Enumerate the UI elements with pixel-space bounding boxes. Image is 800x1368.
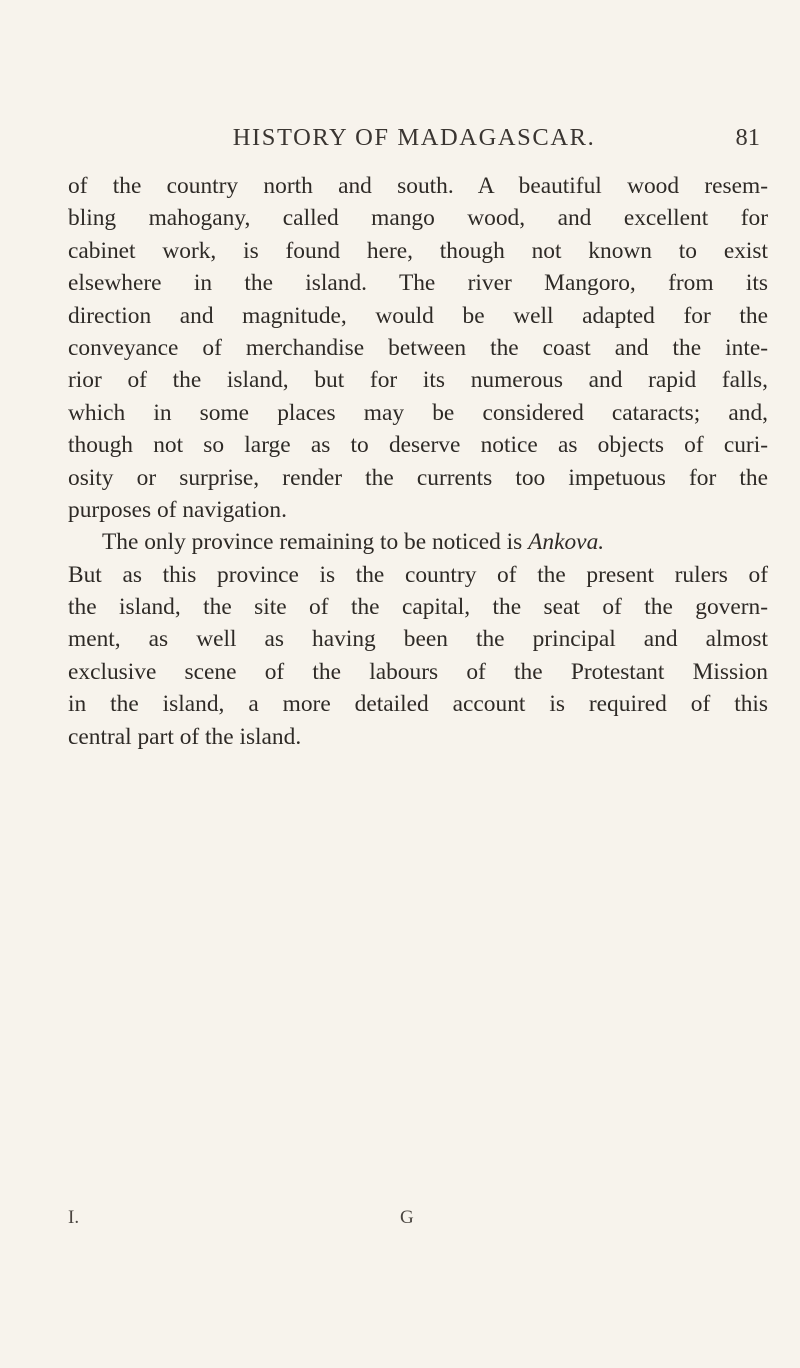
text-line: bling mahogany, called mango wood, and excellent for [68, 205, 768, 232]
text-line: the island, the site of the capital, the seat of the govern- [68, 594, 768, 621]
page-footer [68, 1207, 768, 1237]
text-line: osity or surprise, render the currents too impetuous for the [68, 464, 768, 491]
body-text [68, 170, 768, 753]
text-line: exclusive scene of the labours of the Protestant Mission [68, 658, 768, 685]
text-line: But as this province is the country of the present rulers of [68, 561, 768, 588]
text-line: cabinet work, is found here, though not known to exist [68, 237, 768, 264]
text-line: purposes of navigation. [68, 496, 287, 523]
text-line: conveyance of merchandise between the coast and the inte- [68, 334, 768, 361]
text-line: ment, as well as having been the principal and almost [68, 626, 768, 653]
page-number: 81 [735, 124, 760, 151]
paragraph-start-line [68, 526, 768, 558]
text-line: central part of the island. [68, 723, 302, 750]
text-line: in the island, a more detailed account is required of this [68, 691, 768, 718]
text-span: The only province remaining to be noticed is [102, 529, 529, 556]
text-line: rior of the island, but for its numerous and rapid falls, [68, 367, 768, 394]
running-title: HISTORY OF MADAGASCAR. [232, 124, 596, 151]
text-line: which in some places may be considered cataracts; and, [68, 399, 768, 426]
signature-mark: G [400, 1207, 414, 1228]
text-line: though not so large as to deserve notice as objects of curi- [68, 432, 768, 459]
text-line: elsewhere in the island. The river Mangoro, from its [68, 270, 768, 297]
volume-mark: I. [68, 1207, 80, 1228]
text-line: direction and magnitude, would be well adapted for the [68, 302, 768, 329]
text-line: of the country north and south. A beautiful wood resem- [68, 173, 768, 199]
province-name: Ankova. [528, 529, 605, 556]
running-head [68, 124, 760, 164]
